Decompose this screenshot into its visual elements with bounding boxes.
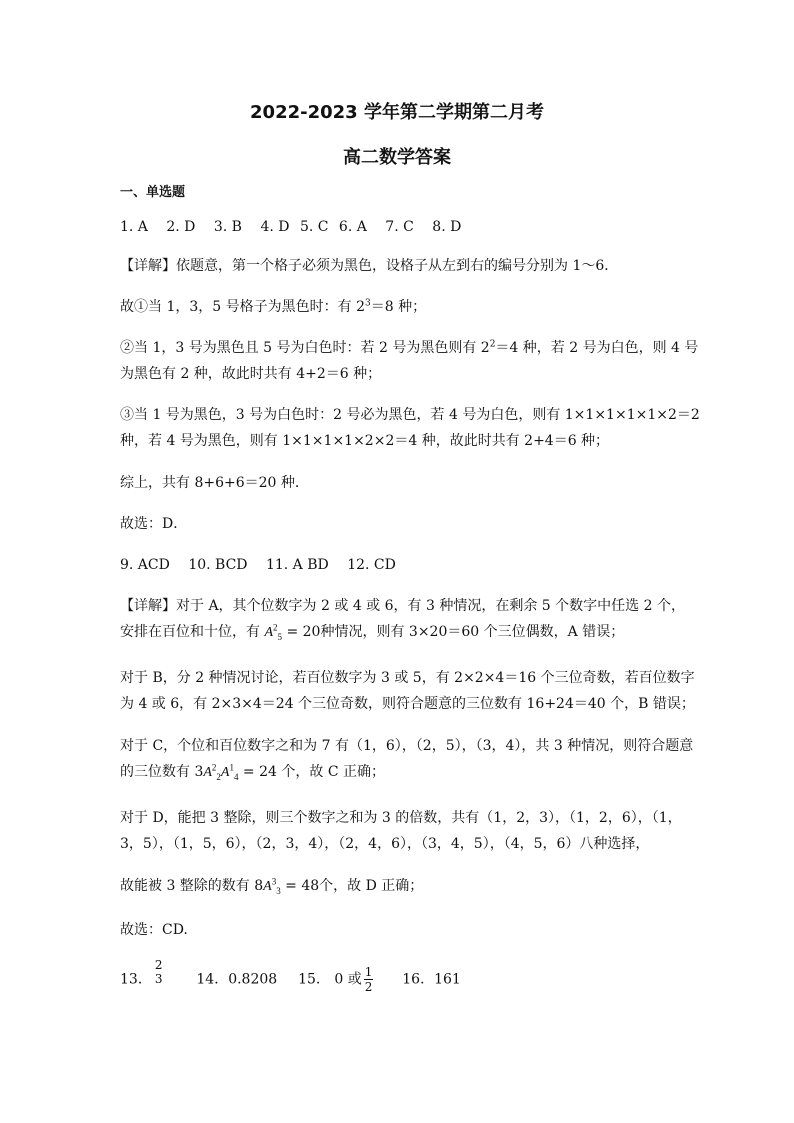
answer-12: 12. CD	[347, 557, 396, 573]
answer-5: 5. C	[299, 219, 329, 235]
permutation-symbol: $A^1_4$	[220, 762, 239, 782]
detail2-a-line2: 安排在百位和十位，有 $A^2_5 = 20$种情况，则有 3×20＝60 个三位偶数，A 错误；	[120, 622, 625, 642]
detail1-intro: 【详解】依题意，第一个格子必须为黑色，设格子从左到右的编号分别为 1～6．	[120, 258, 619, 274]
detail1-case3-line1: ③当 1 号为黑色，3 号为白色时：2 号必为黑色，若 4 号为白色，则有 1×1×1×1×1×2＝2	[120, 407, 700, 423]
answer-7: 7. C	[385, 219, 414, 235]
answer-10: 10. BCD	[188, 557, 248, 573]
detail2-a-line1: 【详解】对于 A，其个位数字为 2 或 4 或 6，有 3 种情况，在剩余 5 个数字中任选 2 个，	[120, 598, 685, 614]
fraction-1-2: $\frac{1}{2}$	[364, 965, 373, 994]
detail1-summary: 综上，共有 8+6+6＝20 种．	[120, 475, 309, 491]
detail2-b-line1: 对于 B，分 2 种情况讨论，若百位数字为 3 或 5，有 2×2×4＝16 个三位奇数，若百位数字	[120, 670, 695, 686]
detail1-choice: 故选：D．	[120, 516, 188, 532]
answer-row-1-8	[120, 217, 680, 237]
detail2-d-line2: 3，5），（1，5，6），（2，3，4），（2，4，6），（3，4，5），（4，5，6）八种选择，	[120, 836, 650, 852]
permutation-symbol: $A^2_2$	[203, 762, 221, 782]
answer-1: 1. A	[120, 219, 148, 235]
section-heading-single-choice: 一、单选题	[120, 185, 186, 200]
detail1-case1: 故①当 1，3，5 号格子为黑色时：有 $2^3=8$ 种；	[120, 298, 427, 315]
detail2-b-line2: 为 4 或 6，有 2×3×4＝24 个三位奇数，则符合题意的三位数有 16+24＝40 个，B 错误；	[120, 696, 695, 712]
fraction-2-3: 2 3	[154, 957, 163, 986]
detail1-case2-line2: 为黑色有 2 种，故此时共有 4+2＝6 种；	[120, 366, 382, 382]
answer-4: 4. D	[260, 219, 290, 235]
answer-2: 2. D	[166, 219, 196, 235]
answer-16: 16．161	[402, 971, 461, 988]
answer-3: 3. B	[213, 219, 242, 235]
detail2-d-line3: 故能被 3 整除的数有 $8A^3_3 = 48$个，故 D 正确；	[120, 876, 424, 896]
exam-subtitle: 高二数学答案	[343, 147, 451, 168]
answer-14: 14．0.8208	[196, 971, 278, 988]
detail2-c-line1: 对于 C，个位和百位数字之和为 7 有（1，6），（2，5），（3，4），共 3 种情况，则符合题意	[120, 738, 694, 754]
detail1-case2-line1: ②当 1，3 号为黑色且 5 号为白色时：若 2 号为黑色则有 $2^2=4$ 种，若 2 号为白色，则 4 号	[120, 339, 699, 356]
detail1-case3-line2: 种，若 4 号为黑色，则有 1×1×1×1×2×2＝4 种，故此时共有 2+4＝6 种；	[120, 433, 610, 449]
answer-13-label: 13．	[120, 971, 152, 988]
answer-15-label: 15. 0 或	[298, 971, 362, 988]
detail2-d-line1: 对于 D，能把 3 整除，则三个数字之和为 3 的倍数，共有（1，2，3），（1，2，6），（1，	[120, 810, 682, 826]
answer-row-9-12	[120, 555, 680, 575]
permutation-symbol: $A^3_3$	[263, 876, 281, 896]
exam-title: 2022-2023 学年第二学期第二月考	[250, 102, 544, 123]
answer-row-13-16	[120, 957, 680, 994]
answer-11: 11. A BD	[265, 557, 329, 573]
answer-9: 9. ACD	[120, 557, 170, 573]
detail2-c-line2: 的三位数有 $3A^2_2A^1_4 = 24$ 个，故 C 正确；	[120, 762, 385, 782]
answer-8: 8. D	[432, 219, 462, 235]
answer-6: 6. A	[338, 219, 367, 235]
permutation-symbol: $A^2_5$	[264, 622, 283, 642]
detail2-choice: 故选：CD.	[120, 922, 188, 938]
